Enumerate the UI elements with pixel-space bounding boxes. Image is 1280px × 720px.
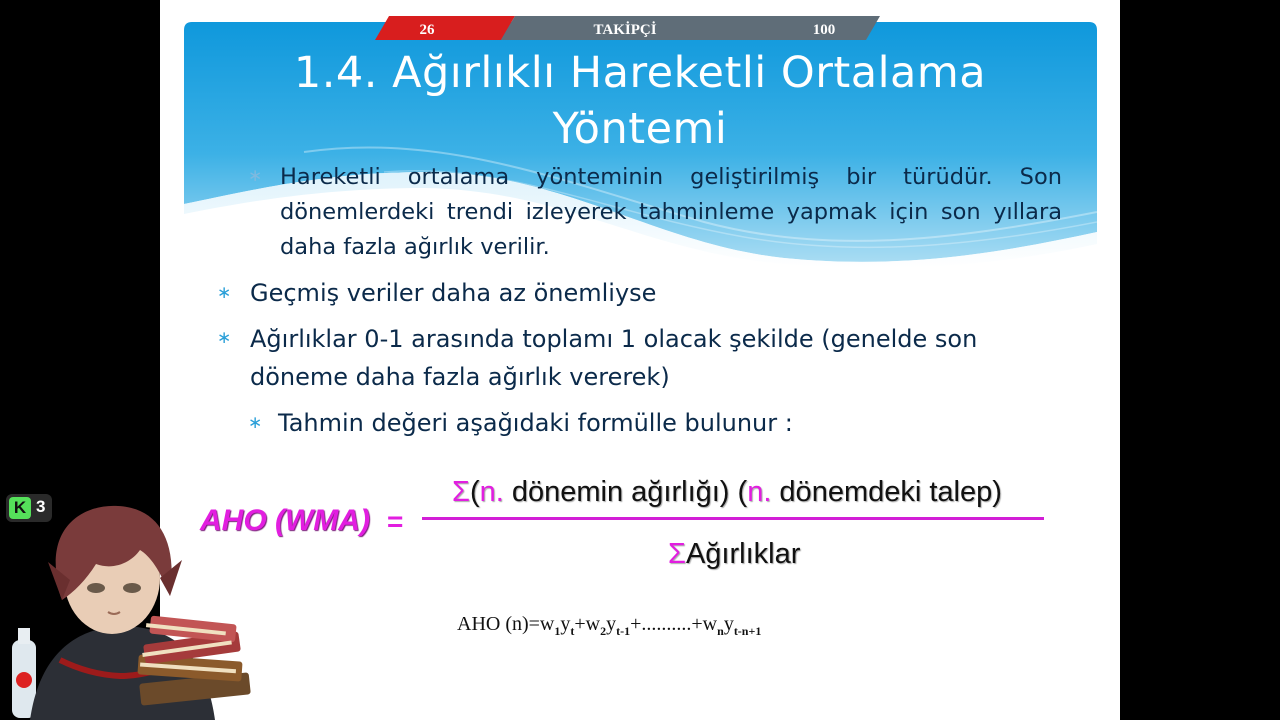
formula2-sub: t [570, 624, 575, 638]
numerator-n1: n. [479, 476, 504, 508]
kick-badge-count: 3 [36, 497, 46, 516]
bullet-marker-icon: ∗ [217, 283, 232, 303]
formula2-sub: t-n+1 [733, 624, 762, 638]
formula2-sub: 2 [600, 624, 607, 638]
formula2-y: y [560, 613, 571, 635]
bullet-text-4: Tahmin değeri aşağıdaki formülle bulunur : [278, 409, 793, 437]
bullet-marker-icon: ∗ [217, 328, 232, 348]
formula2-sub: n [717, 624, 724, 638]
follow-left-value: 26 [419, 22, 435, 38]
formula-denominator [668, 538, 800, 571]
slide-title-line2: Yöntemi [552, 104, 728, 154]
bullet-text-1: Hareketli ortalama yönteminin geliştirilmiş bir türüdür. Son dönemlerdeki trendi izleyerek tahminleme yapmak için son yıllara daha fazla ağırlık verilir. [280, 164, 1062, 260]
aho-formula [457, 613, 761, 639]
kick-logo-icon: K [9, 497, 31, 519]
numerator-n2: n. [747, 476, 772, 508]
numerator-text1: dönemin ağırlığı) ( [503, 476, 748, 508]
formula2-sub: t-1 [616, 624, 631, 638]
formula2-prefix: AHO (n)=w [457, 613, 555, 635]
formula-lhs: AHO (WMA) [200, 504, 370, 537]
sigma-symbol: Σ [668, 538, 686, 570]
fraction-bar [422, 517, 1044, 520]
bullet-text-3: Ağırlıklar 0-1 arasında toplamı 1 olacak şekilde (genelde son döneme daha fazla ağırlık vererek) [250, 325, 978, 391]
formula-numerator [452, 476, 1002, 509]
formula2-y: y [723, 613, 734, 635]
follower-progress-bar [375, 16, 880, 40]
formula2-sub: 1 [554, 624, 561, 638]
bullet-marker-icon: ∗ [248, 413, 263, 433]
follow-right-value: 100 [812, 22, 836, 38]
formula2-plus: +w [574, 613, 601, 635]
sigma-symbol: Σ [452, 476, 470, 508]
bullet-marker-icon: ∗ [248, 166, 263, 186]
presentation-slide [160, 0, 1120, 720]
anime-character-mascot-icon [0, 500, 260, 720]
denominator-text: Ağırlıklar [685, 538, 801, 570]
formula-equals: = [387, 506, 404, 537]
formula2-y: y [606, 613, 617, 635]
numerator-paren: ( [469, 476, 480, 508]
slide-title-line1: 1.4. Ağırlıklı Hareketli Ortalama [293, 48, 987, 98]
bullet-text-2: Geçmiş veriler daha az önemliyse [250, 279, 657, 307]
formula2-dots: +..........+w [630, 613, 718, 635]
numerator-text2: dönemdeki talep) [771, 476, 1002, 508]
follow-label: TAKİPÇİ [593, 22, 657, 38]
